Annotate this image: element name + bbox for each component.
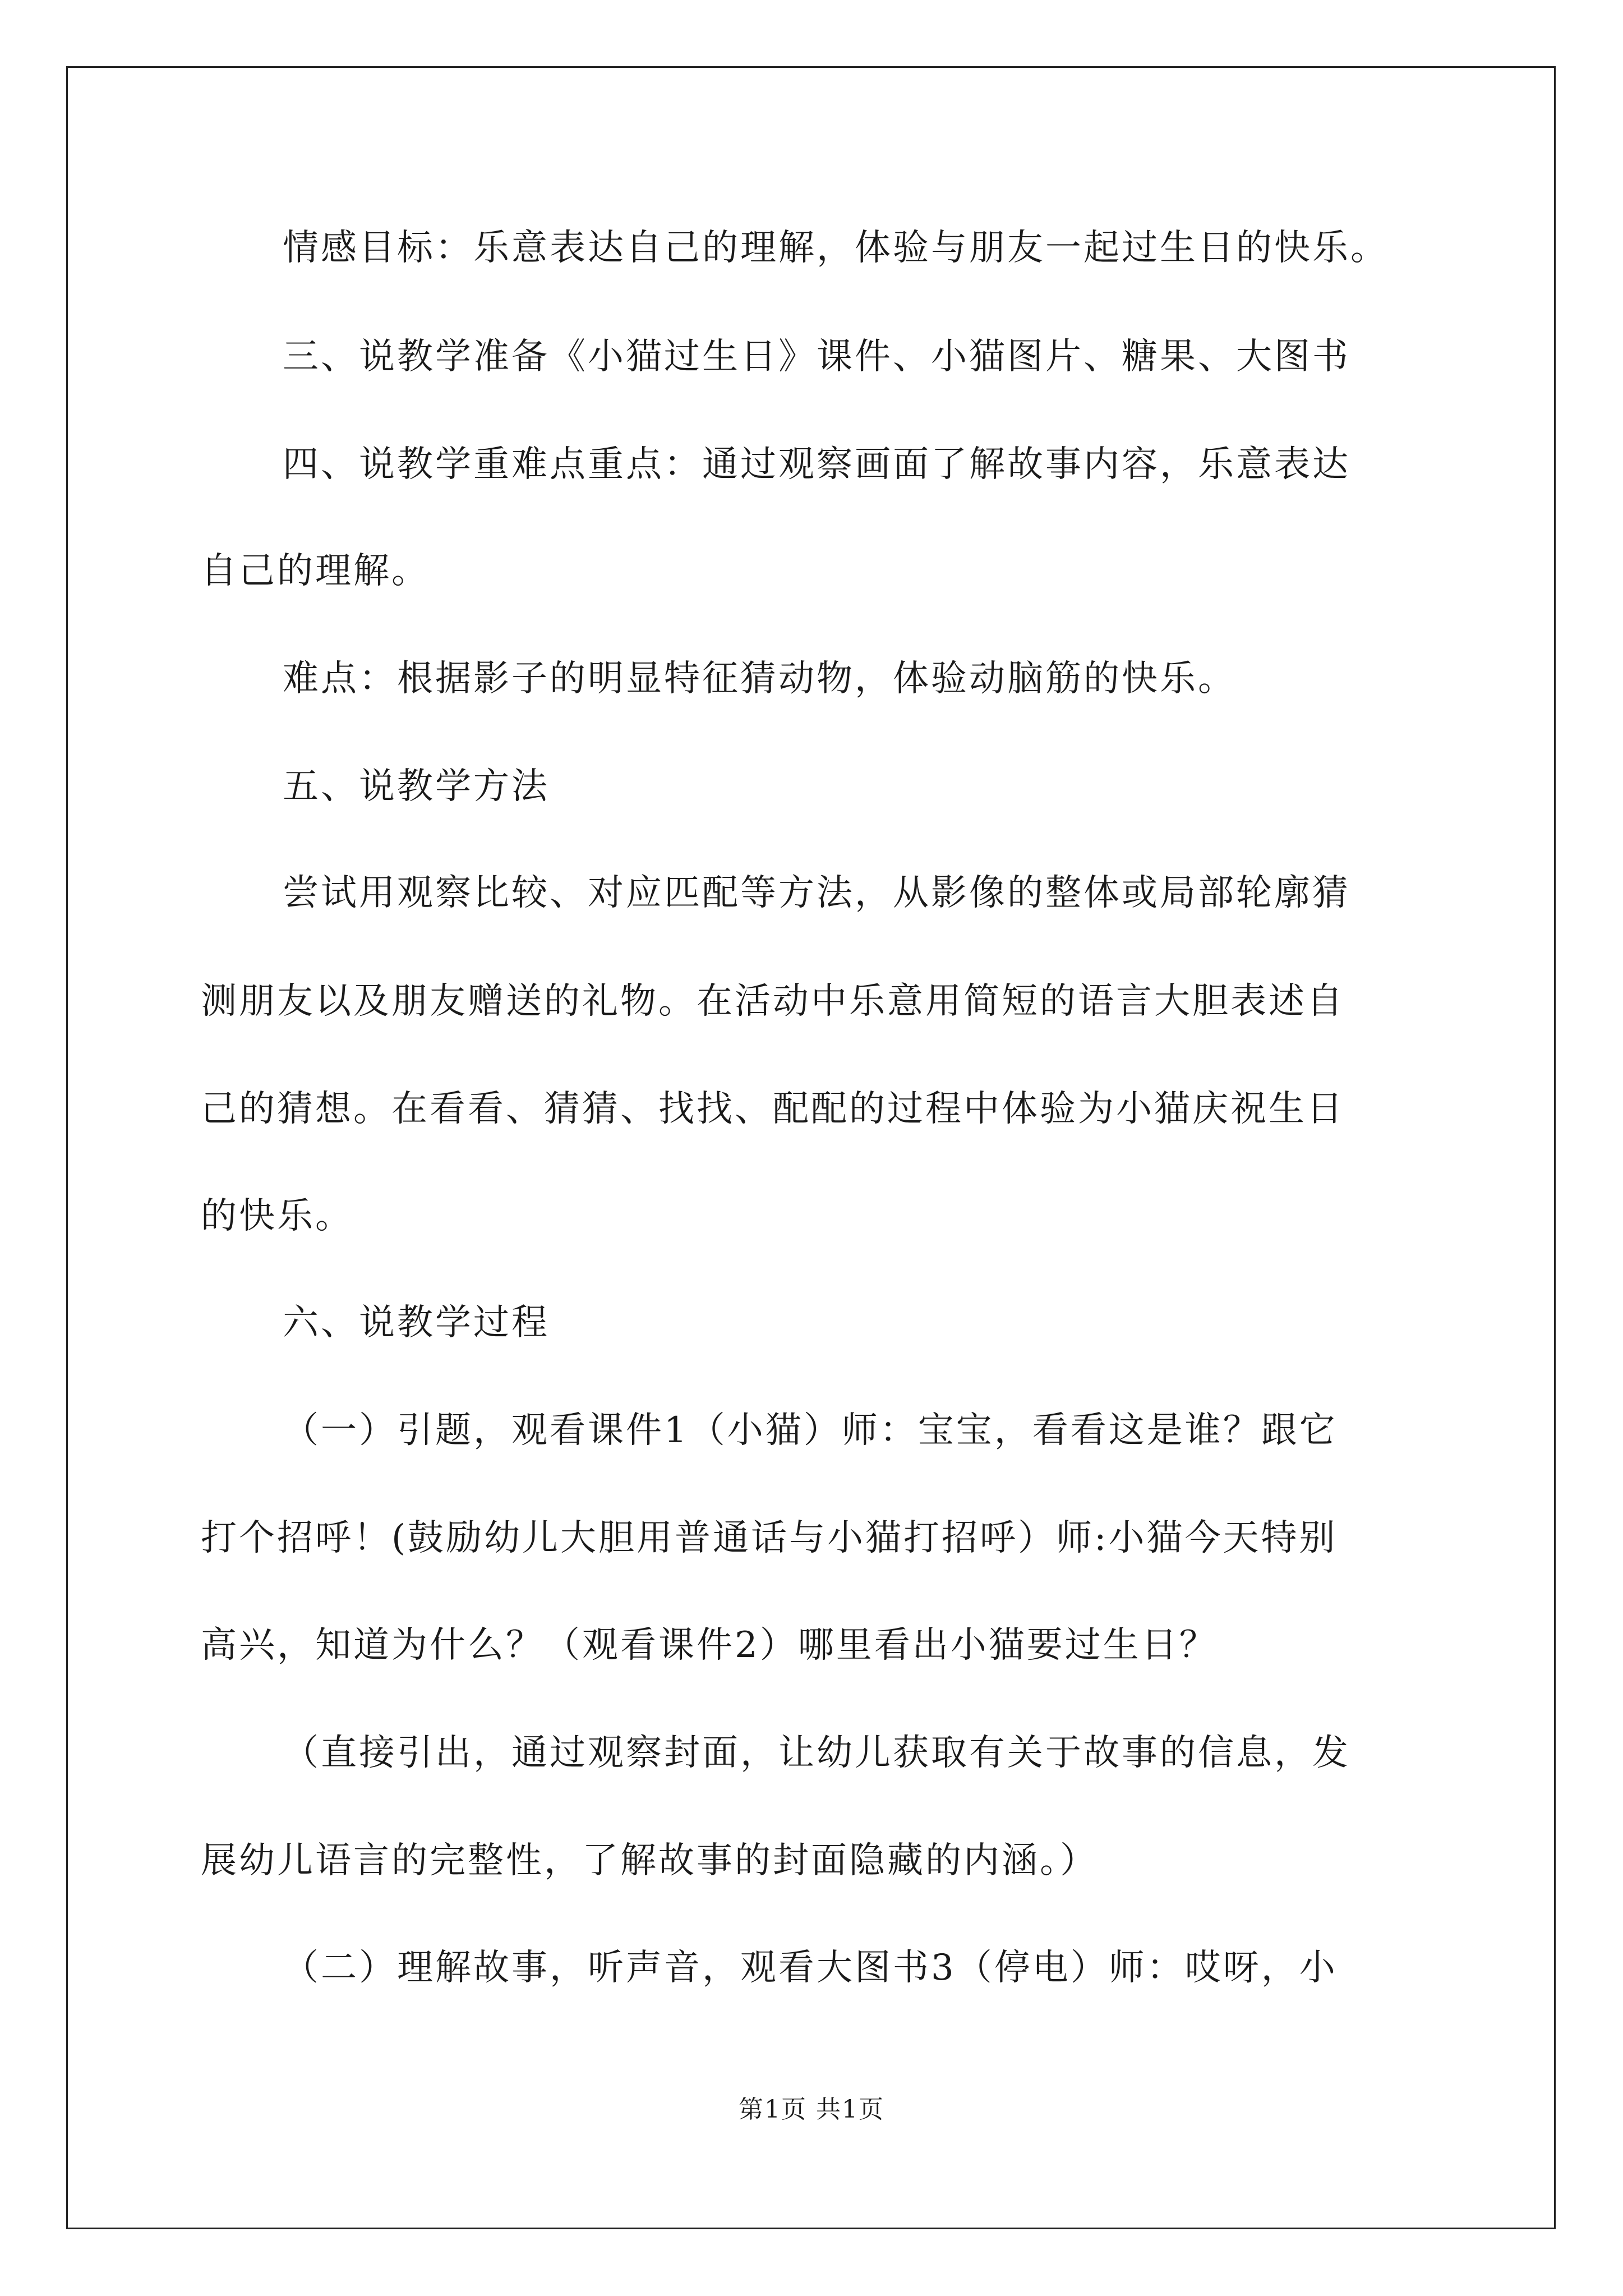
paragraph-line: （一）引题，观看课件1（小猫）师：宝宝，看看这是谁？跟它: [283, 1410, 1338, 1451]
paragraph-line: 难点：根据影子的明显特征猜动物，体验动脑筋的快乐。: [283, 658, 1236, 700]
paragraph-line: 情感目标：乐意表达自己的理解，体验与朋友一起过生日的快乐。: [283, 227, 1389, 269]
paragraph-line: 己的猜想。在看看、猜猜、找找、配配的过程中体验为小猫庆祝生日: [201, 1088, 1345, 1130]
section-heading: 五、说教学方法: [283, 766, 550, 807]
paragraph-line: 高兴，知道为什么？（观看课件2）哪里看出小猫要过生日？: [201, 1625, 1218, 1666]
paragraph-line: （直接引出，通过观察封面，让幼儿获取有关于故事的信息，发: [283, 1732, 1350, 1774]
page-border: [66, 66, 1556, 2229]
paragraph-line: 打个招呼！(鼓励幼儿大胆用普通话与小猫打招呼）师:小猫今天特别: [201, 1517, 1338, 1559]
paragraph-line: 自己的理解。: [201, 550, 430, 592]
page-footer: 第1页 共1页: [739, 2095, 884, 2124]
paragraph-line: 测朋友以及朋友赠送的礼物。在活动中乐意用简短的语言大胆表述自: [201, 981, 1345, 1022]
section-heading: 六、说教学过程: [283, 1302, 550, 1343]
paragraph-line: 展幼儿语言的完整性，了解故事的封面隐藏的内涵。）: [201, 1840, 1098, 1881]
paragraph-line: （二）理解故事，听声音，观看大图书3（停电）师：哎呀，小: [283, 1947, 1338, 1989]
paragraph-line: 尝试用观察比较、对应匹配等方法，从影像的整体或局部轮廓猜: [283, 872, 1350, 914]
paragraph-line: 四、说教学重难点重点：通过观察画面了解故事内容，乐意表达: [283, 444, 1350, 485]
paragraph-line: 三、说教学准备《小猫过生日》课件、小猫图片、糖果、大图书: [283, 336, 1350, 378]
paragraph-line: 的快乐。: [201, 1195, 353, 1237]
